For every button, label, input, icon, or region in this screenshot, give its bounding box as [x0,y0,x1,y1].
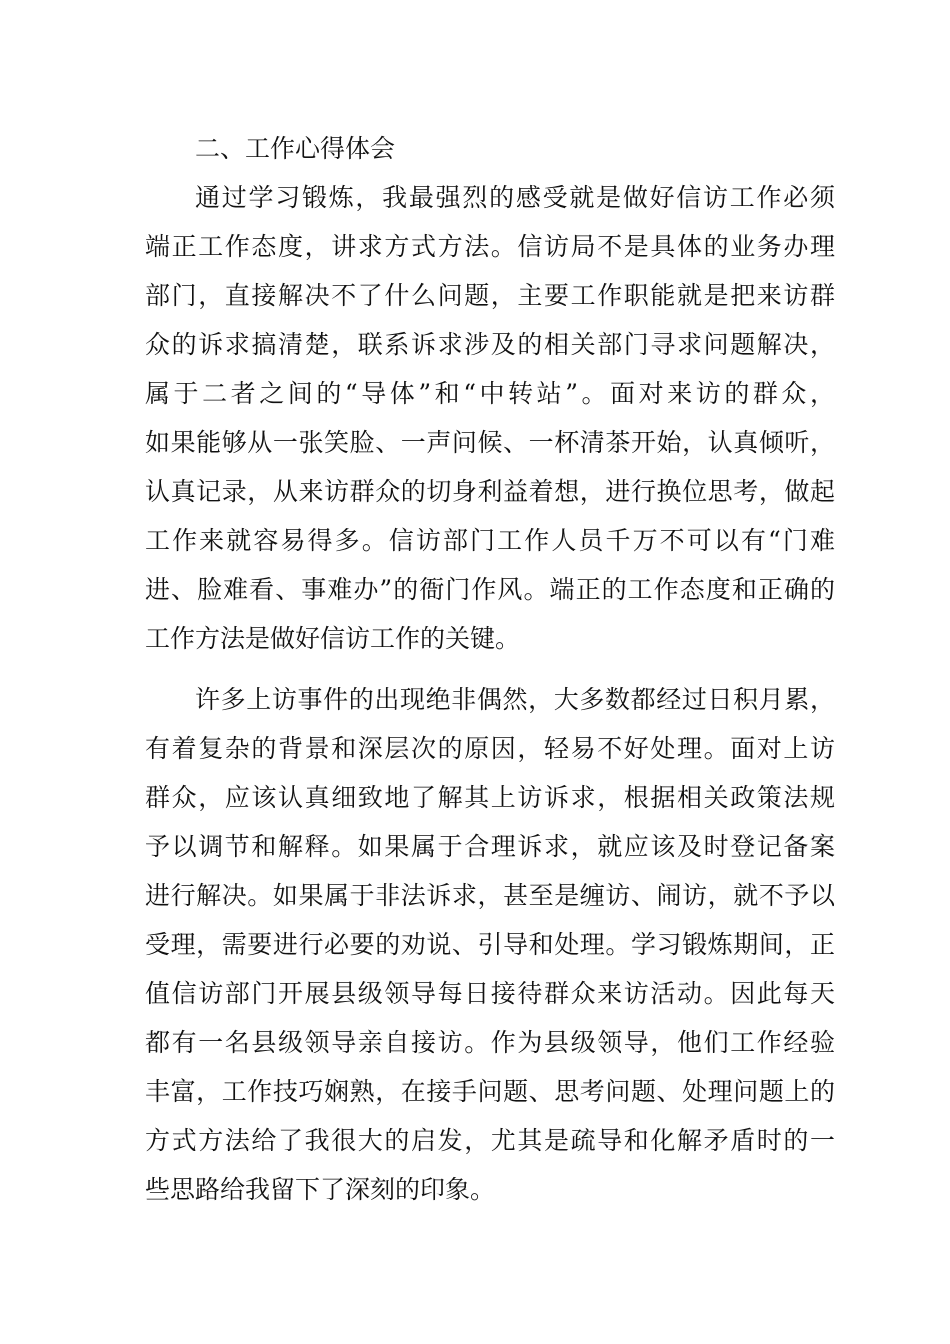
section-heading: 二、工作心得体会 [195,134,396,163]
paragraph-2-line-10: 方式方法给了我很大的启发，尤其是疏导和化解矛盾时的一 [145,1126,835,1155]
paragraph-2-line-9: 丰富，工作技巧娴熟，在接手问题、思考问题、处理问题上的 [145,1077,835,1106]
paragraph-1-line-5: 属于二者之间的“导体”和“中转站”。面对来访的群众， [145,379,835,408]
paragraph-1-line-7: 认真记录，从来访群众的切身利益着想，进行换位思考，做起 [145,477,835,506]
paragraph-1-line-9: 进、脸难看、事难办”的衙门作风。端正的工作态度和正确的 [145,575,835,604]
paragraph-2-line-5: 进行解决。如果属于非法诉求，甚至是缠访、闹访，就不予以 [145,881,835,910]
paragraph-1-line-2: 端正工作态度，讲求方式方法。信访局不是具体的业务办理 [145,232,835,261]
paragraph-1-line-6: 如果能够从一张笑脸、一声问候、一杯清茶开始，认真倾听， [145,428,835,457]
paragraph-1-line-1: 通过学习锻炼，我最强烈的感受就是做好信访工作必须 [195,183,835,212]
paragraph-2-line-2: 有着复杂的背景和深层次的原因，轻易不好处理。面对上访 [145,734,835,763]
paragraph-1-line-10: 工作方法是做好信访工作的关键。 [145,624,521,653]
paragraph-2-line-3: 群众，应该认真细致地了解其上访诉求，根据相关政策法规 [145,783,835,812]
paragraph-2-line-7: 值信访部门开展县级领导每日接待群众来访活动。因此每天 [145,979,835,1008]
paragraph-2-line-11: 些思路给我留下了深刻的印象。 [145,1175,496,1204]
paragraph-2-line-1: 许多上访事件的出现绝非偶然，大多数都经过日积月累， [195,685,835,714]
paragraph-1-line-8: 工作来就容易得多。信访部门工作人员千万不可以有“门难 [145,526,835,555]
paragraph-2-line-6: 受理，需要进行必要的劝说、引导和处理。学习锻炼期间，正 [145,930,835,959]
paragraph-1-line-4: 众的诉求搞清楚，联系诉求涉及的相关部门寻求问题解决， [145,330,835,359]
paragraph-2-line-4: 予以调节和解释。如果属于合理诉求，就应该及时登记备案 [145,832,835,861]
paragraph-1-line-3: 部门，直接解决不了什么问题，主要工作职能就是把来访群 [145,281,835,310]
paragraph-2-line-8: 都有一名县级领导亲自接访。作为县级领导，他们工作经验 [145,1028,835,1057]
